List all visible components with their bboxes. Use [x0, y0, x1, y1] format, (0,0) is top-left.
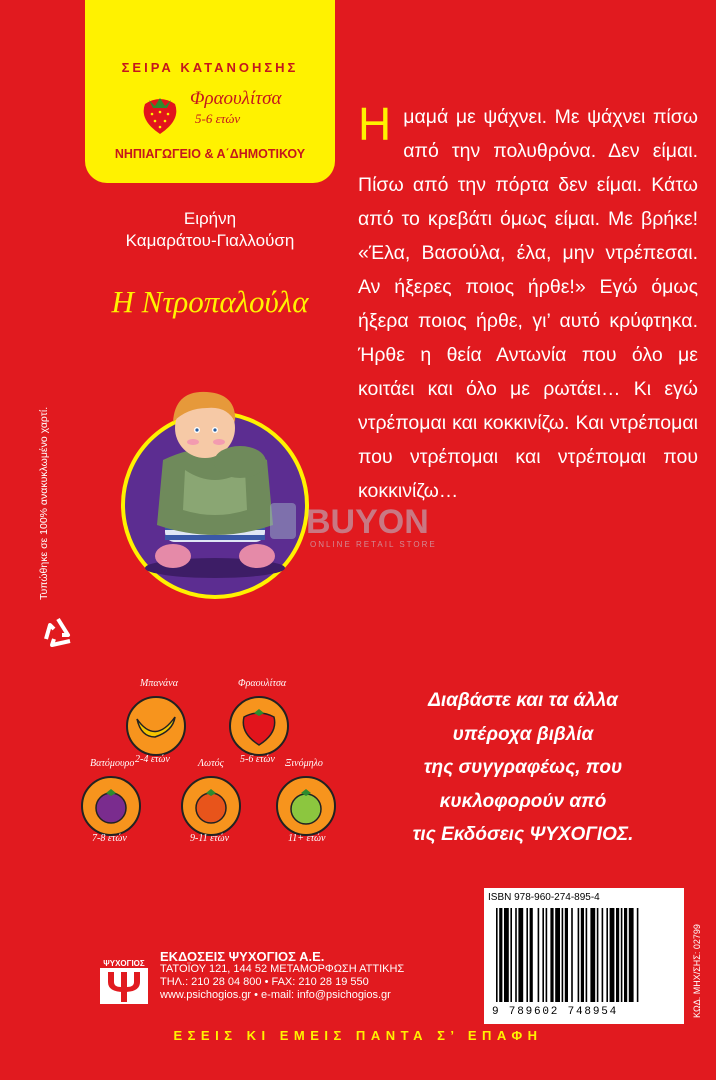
barcode-bar: [597, 908, 599, 1002]
watermark-brand: BUYON: [306, 503, 429, 541]
barcode-bar: [606, 908, 608, 1002]
barcode-bar: [624, 908, 627, 1002]
psi-logo-icon: [100, 956, 148, 1004]
blurb-dropcap: Η: [358, 98, 392, 150]
recycle-note: Τυπώθηκε σε 100% ανακυκλωμένο χαρτί.: [38, 406, 50, 600]
fruit-name: Φραουλίτσα: [238, 678, 287, 689]
barcode-bar: [616, 908, 619, 1002]
persimmon-icon: [180, 775, 242, 837]
fruit-age: 11+ ετών: [288, 833, 326, 844]
barcode-bar: [565, 908, 568, 1002]
barcode-bar: [542, 908, 544, 1002]
barcode-bar: [518, 908, 523, 1002]
fruit-name: Μπανάνα: [140, 678, 178, 689]
fruit-age: 9-11 ετών: [190, 833, 230, 844]
barcode-bar: [590, 908, 595, 1002]
barcode-bar: [496, 908, 498, 1002]
series-level: ΝΗΠΙΑΓΩΓΕΙΟ & Α΄ΔΗΜΟΤΙΚΟΥ: [114, 147, 306, 161]
barcode-bar: [555, 908, 560, 1002]
book-title: Η Ντροπαλούλα: [111, 284, 309, 319]
barcode-bar: [578, 908, 580, 1002]
banana-icon: [125, 695, 187, 757]
girl-illustration: [115, 350, 315, 600]
product-code: ΚΩΔ. ΜΗΧ/ΣΗΣ: 02799: [692, 924, 702, 1018]
strawberry-icon: [228, 695, 290, 757]
promo-line: της συγγραφέως, που: [423, 757, 623, 778]
barcode: [496, 908, 672, 1004]
series-name: Φραουλίτσα: [190, 88, 282, 109]
buyon-watermark: [270, 495, 470, 555]
series-title: ΣΕΙΡΑ ΚΑΤΑΝΟΗΣΗΣ: [121, 60, 299, 75]
barcode-bar: [504, 908, 509, 1002]
promo-line: υπέροχα βιβλία: [452, 723, 594, 745]
publisher-web: www.psichogios.gr • e-mail: info@psichogios.gr: [160, 989, 391, 1001]
isbn-label: ISBN 978-960-274-895-4: [488, 892, 600, 903]
barcode-bar: [586, 908, 588, 1002]
barcode-bar: [510, 908, 512, 1002]
barcode-bar: [526, 908, 528, 1002]
promo-line: τις Εκδόσεις ΨΥΧΟΓΙΟΣ.: [412, 824, 634, 845]
barcode-bar: [546, 908, 548, 1002]
barcode-bar: [629, 908, 634, 1002]
barcode-bar: [610, 908, 615, 1002]
apple-icon: [275, 775, 337, 837]
isbn-barcode-box: [484, 888, 684, 1024]
promo-text: [358, 684, 688, 852]
blurb-body: μαμά με ψάχνει. Με ψάχνει πίσω από την πολυθρόνα. Δεν είμαι. Πίσω από την πόρτα δεν είμαι. Κάτω από το κρεβάτι όμως είμαι. Με βρήκε! «Έλα, Βασούλα, έλα, μην ντρέπεσαι. Αν ήξερες ποιος ήρθε!» Εγώ όμως ήξερα ποιος ήρθε, γι’ αυτό κρύφτηκα. Ήρθε η θεία Αντωνία που όλο με κοιτάει και όλο με ρωτάει… Κι εγώ ντρέπομαι και κοκκινίζω. Και ντρέπομαι που ντρέπομαι και ντρέπομαι που κοκκινίζω…: [358, 106, 698, 502]
barcode-bar: [602, 908, 604, 1002]
tagline: ΕΣΕΙΣ ΚΙ ΕΜΕΙΣ ΠΑΝΤΑ Σ’ ΕΠΑΦΗ: [173, 1028, 543, 1043]
promo-line: Διαβάστε και τα άλλα: [428, 690, 618, 711]
publisher-name: ΕΚΔΟΣΕΙΣ ΨΥΧΟΓΙΟΣ Α.Ε.: [160, 949, 325, 964]
strawberry-icon: [137, 90, 183, 136]
fruit-name: Λωτός: [198, 758, 224, 769]
publisher-logo-text: ΨΥΧΟΓΙΟΣ: [103, 959, 145, 968]
series-age: 5-6 ετών: [195, 111, 241, 126]
fruit-name: Ξινόμηλο: [285, 758, 323, 769]
promo-line: κυκλοφορούν από: [439, 790, 607, 812]
watermark-sub: ONLINE RETAIL STORE: [310, 540, 437, 549]
barcode-digits: 9 789602 748954: [492, 1006, 619, 1018]
barcode-bar: [499, 908, 502, 1002]
series-panel: [85, 0, 335, 183]
barcode-bar: [637, 908, 639, 1002]
fruit-age: 7-8 ετών: [92, 833, 127, 844]
publisher-info: [160, 950, 490, 1002]
barcode-bar: [538, 908, 540, 1002]
publisher-address: ΤΑΤΟΪΟΥ 121, 144 52 ΜΕΤΑΜΟΡΦΩΣΗ ΑΤΤΙΚΗΣ: [160, 963, 405, 975]
barcode-bar: [571, 908, 573, 1002]
fruit-age: 2-4 ετών: [135, 754, 170, 765]
publisher-phone: ΤΗΛ.: 210 28 04 800 • FAX: 210 28 19 550: [160, 976, 369, 988]
barcode-bar: [515, 908, 517, 1002]
barcode-bar: [530, 908, 533, 1002]
barcode-bar: [562, 908, 564, 1002]
blackberry-icon: [80, 775, 142, 837]
recycle-icon: [40, 615, 76, 651]
author-first-name: Ειρήνη: [183, 209, 237, 228]
barcode-bar: [550, 908, 553, 1002]
barcode-bar: [581, 908, 584, 1002]
publisher-logo: [100, 956, 148, 1004]
author-last-name: Καμαράτου-Γιαλλούση: [125, 231, 295, 250]
blurb-text: [358, 100, 698, 508]
barcode-bar: [621, 908, 623, 1002]
fruit-age: 5-6 ετών: [240, 754, 275, 765]
author-name: [80, 208, 340, 252]
fruit-name: Βατόμουρο: [90, 758, 135, 769]
